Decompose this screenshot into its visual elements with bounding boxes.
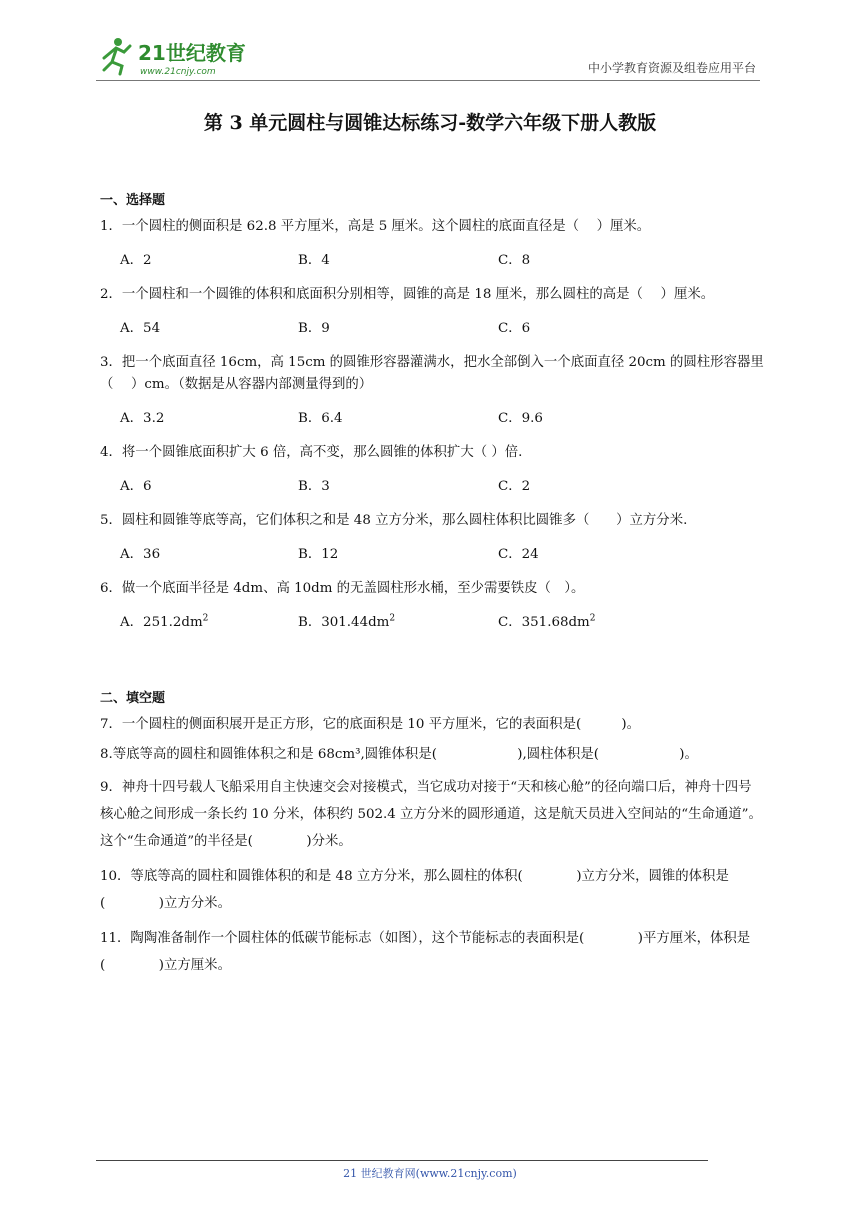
option-a: A．3.2	[120, 411, 165, 426]
option-a: A．36	[120, 547, 161, 562]
option-c: C．$351.68dm^2$	[498, 613, 596, 630]
page-title: 第 3 单元圆柱与圆锥达标练习-数学六年级下册人教版	[203, 112, 657, 134]
logo-url: www.21cnjy.com	[140, 67, 216, 77]
options-2	[100, 318, 764, 340]
option-b: B．3	[298, 479, 330, 494]
option-b: B．4	[298, 253, 330, 268]
option-a: A．$251.2dm^2$	[120, 613, 209, 630]
question-4: 4．将一个圆锥底面积扩大 6 倍，高不变，那么圆锥的体积扩大（ ）倍.	[100, 445, 523, 460]
option-b: B．6.4	[298, 411, 343, 426]
question-11: 11．陶陶准备制作一个圆柱体的低碳节能标志（如图），这个节能标志的表面积是( )平方厘米，体积是( )立方厘米。	[100, 931, 751, 973]
section-heading-fill: 二、填空题	[100, 691, 166, 706]
option-c: C．9.6	[498, 411, 543, 426]
option-c: C．8	[498, 253, 531, 268]
page-header	[96, 34, 760, 81]
logo-text: 21世纪教育	[138, 41, 246, 65]
question-3: 3．把一个底面直径 16cm，高 15cm 的圆锥形容器灌满水，把水全部倒入一个底面直径 20cm 的圆柱形容器里（ ）cm。（数据是从容器内部测量得到的）	[100, 355, 764, 392]
question-6: 6．做一个底面半径是 4dm、高 10dm 的无盖圆柱形水桶，至少需要铁皮（ ）。	[100, 581, 585, 596]
option-a: A．54	[120, 321, 161, 336]
options-1	[100, 250, 764, 272]
options-5	[100, 544, 764, 566]
option-b: B．9	[298, 321, 330, 336]
options-4	[100, 476, 764, 498]
option-c: C．24	[498, 547, 539, 562]
option-c: C．6	[498, 321, 531, 336]
question-9: 9．神舟十四号载人飞船采用自主快速交会对接模式，当它成功对接于“天和核心舱”的径向端口后，神舟十四号核心舱之间形成一条长约 10 分米，体积约 502.4 立方分米的圆形通道，这是航天员进入空间站的“生命通道”。这个“生命通道”的半径是( )分米。	[100, 780, 762, 849]
option-a: A．2	[120, 253, 152, 268]
option-a: A．6	[120, 479, 152, 494]
header-tagline: 中小学教育资源及组卷应用平台	[587, 61, 756, 75]
options-3	[100, 408, 764, 430]
page-footer: 21 世纪教育网(www.21cnjy.com)	[343, 1167, 517, 1180]
question-1: 1．一个圆柱的侧面积是 62.8 平方厘米，高是 5 厘米。这个圆柱的底面直径是（ ）厘米。	[100, 219, 651, 234]
options-6	[100, 612, 764, 634]
question-8: 8.等底等高的圆柱和圆锥体积之和是 68cm³,圆锥体积是( ),圆柱体积是( )。	[100, 747, 698, 762]
logo-21cnjy	[96, 36, 266, 80]
question-5: 5．圆柱和圆锥等底等高，它们体积之和是 48 立方分米，那么圆柱体积比圆锥多（ ）立方分米.	[100, 513, 688, 528]
option-b: B．12	[298, 547, 339, 562]
section-heading-choice: 一、选择题	[100, 193, 166, 208]
footer-divider	[96, 1160, 708, 1161]
question-2: 2．一个圆柱和一个圆锥的体积和底面积分别相等，圆锥的高是 18 厘米，那么圆柱的高是（ ）厘米。	[100, 287, 715, 302]
question-10: 10．等底等高的圆柱和圆锥体积的和是 48 立方分米，那么圆柱的体积( )立方分米，圆锥的体积是( )立方分米。	[100, 869, 729, 911]
document-body	[100, 186, 764, 991]
option-b: B．$301.44dm^2$	[298, 613, 396, 630]
option-c: C．2	[498, 479, 531, 494]
question-7: 7．一个圆柱的侧面积展开是正方形，它的底面积是 10 平方厘米，它的表面积是( )。	[100, 717, 640, 732]
